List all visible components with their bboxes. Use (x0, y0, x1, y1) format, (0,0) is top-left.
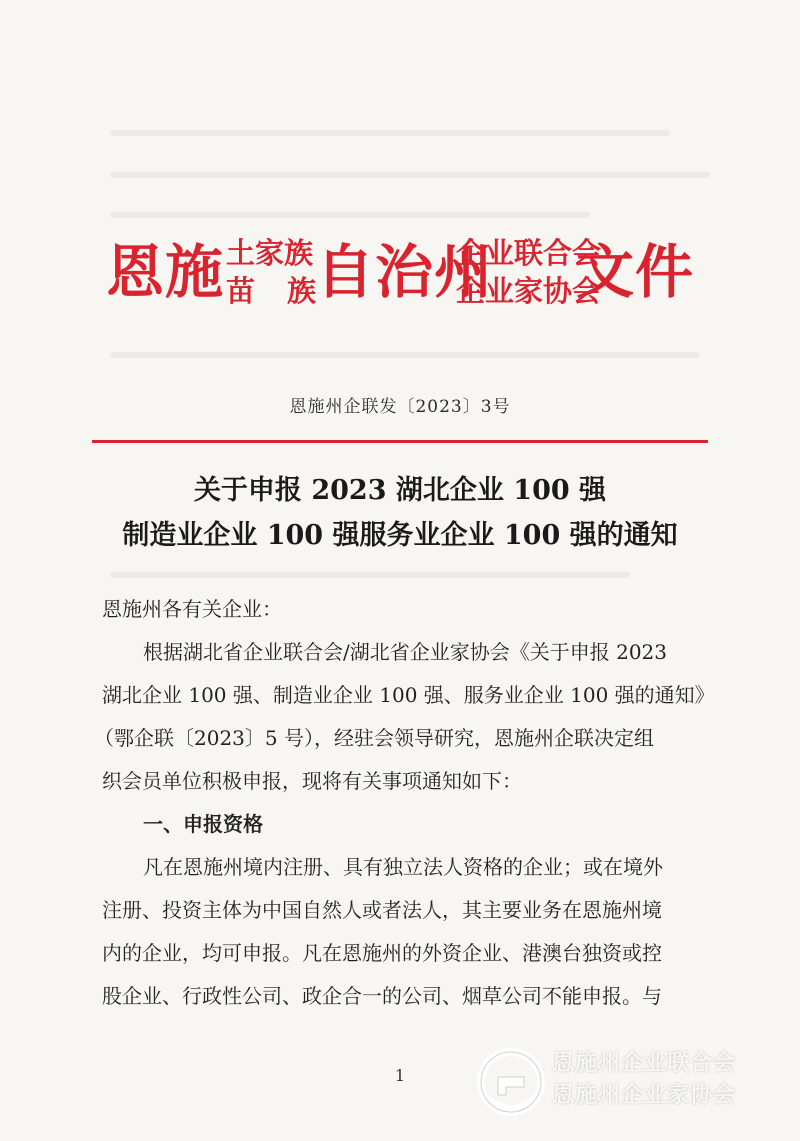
document-title-line-2: 制造业企业 100 强服务业企业 100 强的通知 (122, 520, 678, 551)
section-heading: 一、申报资格 (143, 812, 263, 836)
paragraph-2-line: 凡在恩施州境内注册、具有独立法人资格的企业；或在境外 (143, 855, 663, 879)
paragraph-1-line: （鄂企联〔2023〕5 号），经驻会领导研究，恩施州企联决定组 (94, 726, 654, 750)
document-body (94, 588, 716, 1028)
letterhead-lianhehui: 企业联合会 (456, 236, 602, 270)
document-number: 恩施州企联发〔2023〕3号 (289, 397, 511, 417)
bleed-through-line (110, 212, 590, 218)
letterhead-miao: 苗 (226, 274, 256, 308)
salutation: 恩施州各有关企业： (102, 597, 282, 621)
letterhead-enshi: 恩施 (106, 238, 225, 306)
paragraph-2-line: 股企业、行政性公司、政企合一的公司、烟草公司不能申报。与 (102, 984, 662, 1008)
bleed-through-line (110, 572, 630, 578)
letterhead-miaozu (226, 274, 316, 308)
document-title-line-1: 关于申报 2023 湖北企业 100 强 (193, 475, 607, 506)
letterhead-qiyejiaxiehui: 企业家协会 (456, 274, 602, 308)
letterhead (106, 228, 706, 320)
association-logo-icon (476, 1047, 546, 1117)
watermark-line-1: 恩施州企业联合会 (552, 1051, 737, 1076)
bleed-through-line (110, 172, 710, 178)
watermark-line-2: 恩施州企业家协会 (552, 1083, 737, 1108)
letterhead-wenjian: 文件 (576, 238, 695, 306)
letterhead-zu: 族 (286, 274, 316, 308)
bleed-through-line (110, 352, 700, 358)
red-divider (92, 440, 708, 443)
page-number: 1 (394, 1066, 406, 1085)
letterhead-tujia: 土家族 (226, 236, 314, 270)
paragraph-1-line: 根据湖北省企业联合会/湖北省企业家协会《关于申报 2023 (143, 640, 667, 664)
paragraph-1-line: 织会员单位积极申报，现将有关事项通知如下： (102, 769, 522, 793)
paragraph-2-line: 内的企业，均可申报。凡在恩施州的外资企业、港澳台独资或控 (102, 941, 662, 965)
paragraph-1-line: 湖北企业 100 强、制造业企业 100 强、服务业企业 100 强的通知》 (102, 683, 715, 707)
watermark (476, 1043, 776, 1123)
bleed-through-line (110, 130, 670, 136)
letterhead-zizhizhou: 自治州 (316, 238, 494, 306)
paragraph-2-line: 注册、投资主体为中国自然人或者法人，其主要业务在恩施州境 (102, 898, 662, 922)
